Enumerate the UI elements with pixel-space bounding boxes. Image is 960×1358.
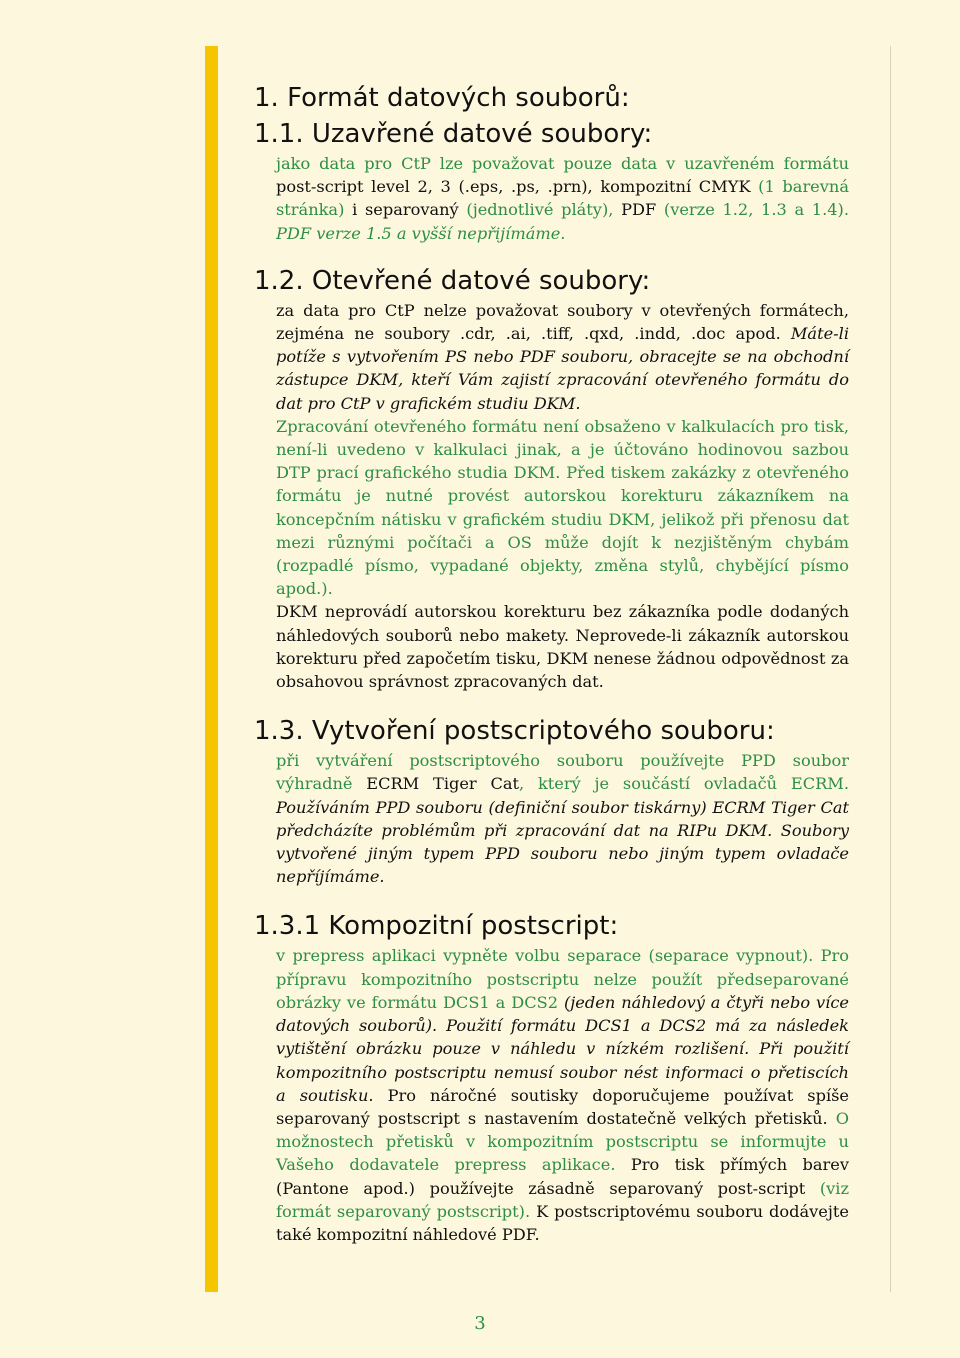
text-run: O možnostech přetisků v kompozitním postscriptu se informujte u Vašeho dodavatele prepress aplikace.: [276, 1108, 849, 1175]
text-run: jako data pro CtP lze považovat pouze data v uzavřeném formátu: [276, 154, 849, 173]
right-margin-rule: [890, 46, 891, 1292]
section-title-1-2: 1.2. Otevřené datové soubory:: [254, 265, 651, 296]
section-title-1-1: 1.1. Uzavřené datové soubory:: [254, 119, 653, 149]
paragraph-1-1: [276, 152, 849, 245]
text-run: i separovaný: [352, 200, 459, 220]
text-run: ECRM Tiger Cat: [366, 774, 520, 794]
section-title-1-3-1: 1.3.1 Kompozitní postscript:: [254, 911, 619, 942]
text-run: za data pro CtP nelze považovat soubory v otevřených formátech, zejména ne soubory .cdr, .ai, .tiff, .qxd, .indd, .doc apod.: [276, 300, 849, 344]
text-run: Máte-li potíže s vytvořením PS nebo PDF souboru, obracejte se na obchodní zástupce DKM, kteří Vám zajistí zpracování otevřeného formátu do dat pro CtP v grafickém studiu DKM.: [276, 324, 849, 413]
text-run: Pro náročné soutisky doporučujeme používat spíše separovaný postscript s nastavením dostatečně velkých přetisků.: [276, 1085, 850, 1128]
text-run: post-script level 2, 3 (.eps, .ps, .prn), kompozitní CMYK: [276, 177, 751, 197]
content: [254, 80, 849, 1246]
text-run: (verze 1.2, 1.3 a 1.4).: [656, 200, 849, 220]
text-run: PDF: [621, 200, 657, 220]
text-run: Pro tisk přímých barev (Pantone apod.) používejte zásadně separovaný post-script: [276, 1155, 850, 1198]
page-number: 3: [474, 1313, 486, 1334]
text-run: , který je součástí ovladačů ECRM.: [519, 774, 849, 794]
text-run: PDF verze 1.5 a vyšší nepřijímáme.: [276, 223, 566, 243]
paragraph-1-3-1: [276, 944, 849, 1246]
paragraph-1-3: [276, 749, 849, 888]
paragraph-1-2-b: [276, 415, 849, 601]
text-run: (viz formát separovaný postscript).: [276, 1178, 849, 1221]
section-title-1: 1. Formát datových souborů:: [254, 83, 630, 113]
text-run: při vytváření postscriptového souboru používejte PPD soubor výhradně: [276, 751, 849, 794]
text-run: (jeden náhledový a čtyři nebo více datových souborů). Použití formátu DCS1 a DCS2 má za následek vytištění obrázku pouze v náhledu v nízkém rozlišení. Při použití kompozitního postscriptu nemusí soubor nést informaci o přetiscích a soutisku.: [276, 992, 850, 1105]
text-run: K postscriptovému souboru dodávejte také kompozitní náhledové PDF.: [276, 1201, 849, 1244]
text-run: v prepress aplikaci vypněte volbu separace (separace vypnout). Pro přípravu kompozitního postscriptu nelze použít předseparované obrázky ve formátu DCS1 a DCS2: [276, 946, 849, 1012]
text-run: Zpracování otevřeného formátu není obsaženo v kalkulacích pro tisk, není-li uvedeno v kalkulaci jinak, a je účtováno hodinovou sazbou DTP prací grafického studia DKM.: [276, 416, 849, 483]
text-run: Používáním PPD souboru (definiční soubor tiskárny) ECRM Tiger Cat předcházíte problémům při zpracování dat na RIPu DKM. Soubory vytvořené jiným typem PPD souboru nebo jiným typem ovladače nepříjímáme.: [276, 797, 849, 887]
section-title-1-3: 1.3. Vytvoření postscriptového souboru:: [254, 716, 775, 747]
paragraph-1-2-a: [276, 299, 849, 415]
text-run: Před tiskem zakázky z otevřeného formátu je nutné provést autorskou korekturu zákazníkem na koncepčním nátisku v grafickém studiu DKM, jelikož při přenosu dat mezi různými počítači a OS může dojít k nezjištěným chybám (rozpadlé písmo, vypadané objekty, změna stylů, chybějící písmo apod.).: [276, 463, 849, 599]
paragraph-1-2-c: DKM neprovádí autorskou korekturu bez zákazníka podle dodaných náhledových souborů nebo makety. Neprovede-li zákazník autorskou korekturu před započetím tisku, DKM nenese žádnou odpovědnost za obsahovou správnost zpracovaných dat.: [276, 602, 849, 692]
yellow-margin-bar: [205, 46, 218, 1292]
text-run: (jednotlivé pláty),: [458, 200, 622, 220]
text-run: (1 barevná stránka): [276, 177, 849, 220]
